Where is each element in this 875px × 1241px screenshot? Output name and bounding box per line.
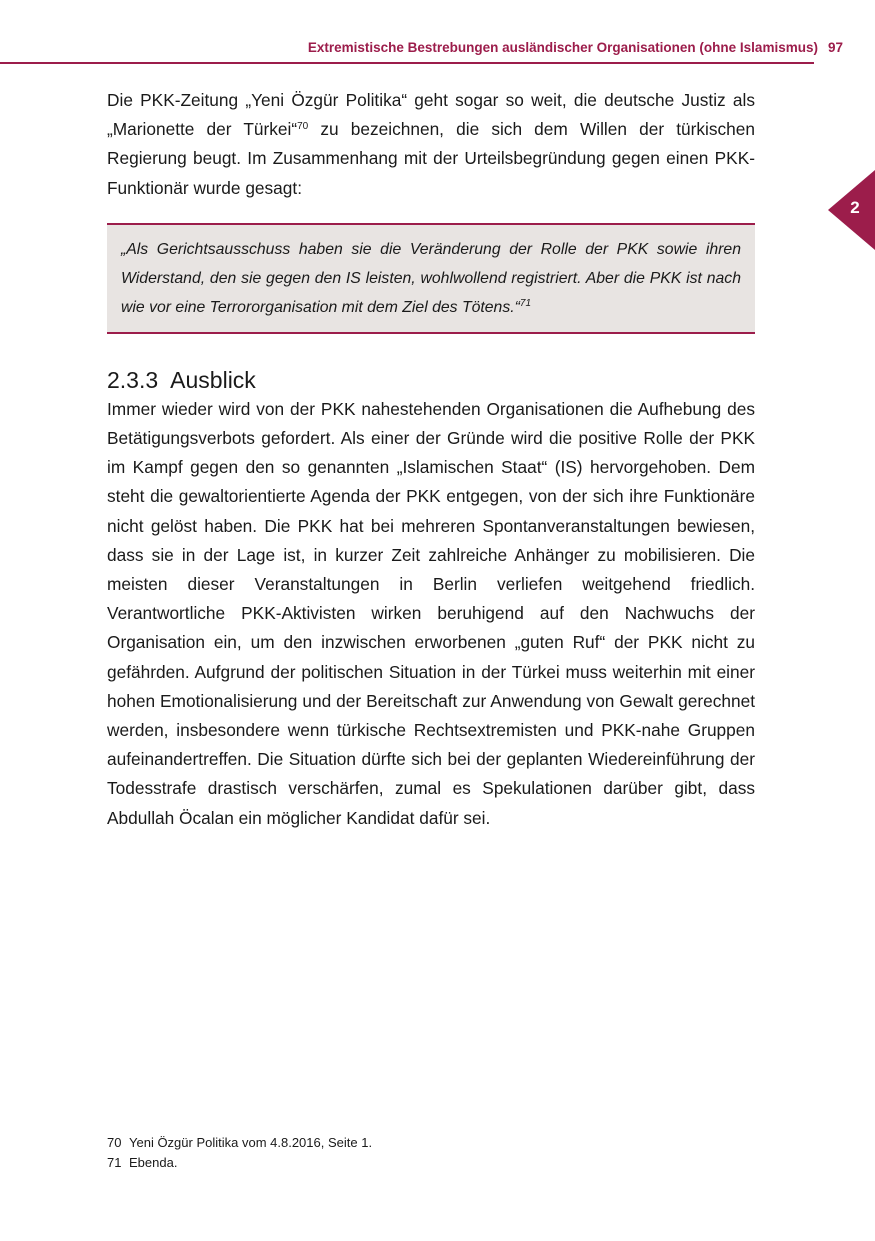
quote-text: „Als Gerichtsausschuss haben sie die Veränderung der Rolle der PKK sowie ihren Widerstand, den sie gegen den IS leisten, wohlwollend registriert. Aber die PKK ist nach wie vor eine Terrororganisation mit dem Ziel des Tötens.“ (121, 240, 741, 316)
running-head (0, 40, 843, 55)
footnote-number: 71 (107, 1155, 122, 1170)
footnote-ref-70[interactable]: 70 (297, 121, 309, 133)
footnote-71 (107, 1153, 755, 1173)
footnote-text: Yeni Özgür Politika vom 4.8.2016, Seite 1. (129, 1135, 373, 1150)
section-heading (107, 365, 755, 395)
section-body: Immer wieder wird von der PKK nahestehenden Organisationen die Aufhebung des Betätigungsverbots gefordert. Als einer der Gründe wird die positive Rolle der PKK im Kampf gegen den so genannten „Islamischen Staat“ (IS) hervorgehoben. Dem steht die gewaltorientierte Agenda der PKK entgegen, von der sich ihre Funktionäre nicht gelöst haben. Die PKK hat bei mehreren Spontanveranstaltungen bewiesen, dass sie in der Lage ist, in kurzer Zeit zahlreiche Anhänger zu mobilisieren. Die meisten dieser Veranstaltungen in Berlin verliefen weitgehend friedlich. Verantwortliche PKK-Aktivisten wirken beruhigend auf den Nachwuchs der Organisation ein, um den inzwischen erworbenen „guten Ruf“ der PKK nicht zu gefährden. Aufgrund der politischen Situation in der Türkei muss weiterhin mit einer hohen Emotionalisierung und der Bereitschaft zur Anwendung von Gewalt gerechnet werden, insbesondere wenn türkische Rechtsextremisten und PKK-nahe Gruppen aufeinandertreffen. Die Situation dürfte sich bei der geplanten Wiedereinführung der Todesstrafe drastisch verschärfen, zumal es Spekulationen darüber gibt, dass Abdullah Öcalan ein möglicher Kandidat dafür sei. (107, 398, 755, 828)
section-title: Ausblick (170, 366, 256, 393)
header-rule (0, 62, 814, 64)
footnote-number: 70 (107, 1135, 122, 1150)
intro-text-part-1: Die PKK-Zeitung „Yeni Özgür Politika“ geht sogar so weit, die deutsche Justiz als „Marionette der Türkei“ (107, 90, 755, 140)
intro-text-part-2: zu bezeichnen, die sich dem Willen der türkischen Regierung beugt. Im Zusammenhang mit der Urteilsbegründung gegen einen PKK-Funktionär wurde gesagt: (107, 119, 756, 198)
quote-paragraph (121, 235, 741, 322)
footnote-70 (107, 1133, 755, 1153)
footnote-ref-71[interactable]: 71 (519, 297, 532, 309)
footnotes (107, 1133, 755, 1173)
chapter-number: 2 (850, 198, 860, 217)
footnote-text: Ebenda. (129, 1155, 178, 1170)
main-content (107, 86, 755, 833)
quote-box (107, 223, 755, 334)
page-number: 97 (827, 40, 843, 55)
running-head-title: Extremistische Bestrebungen ausländischer Organisationen (ohne Islamismus) (307, 40, 818, 55)
intro-paragraph (107, 86, 755, 203)
section-number: 2.3.3 (107, 366, 159, 393)
